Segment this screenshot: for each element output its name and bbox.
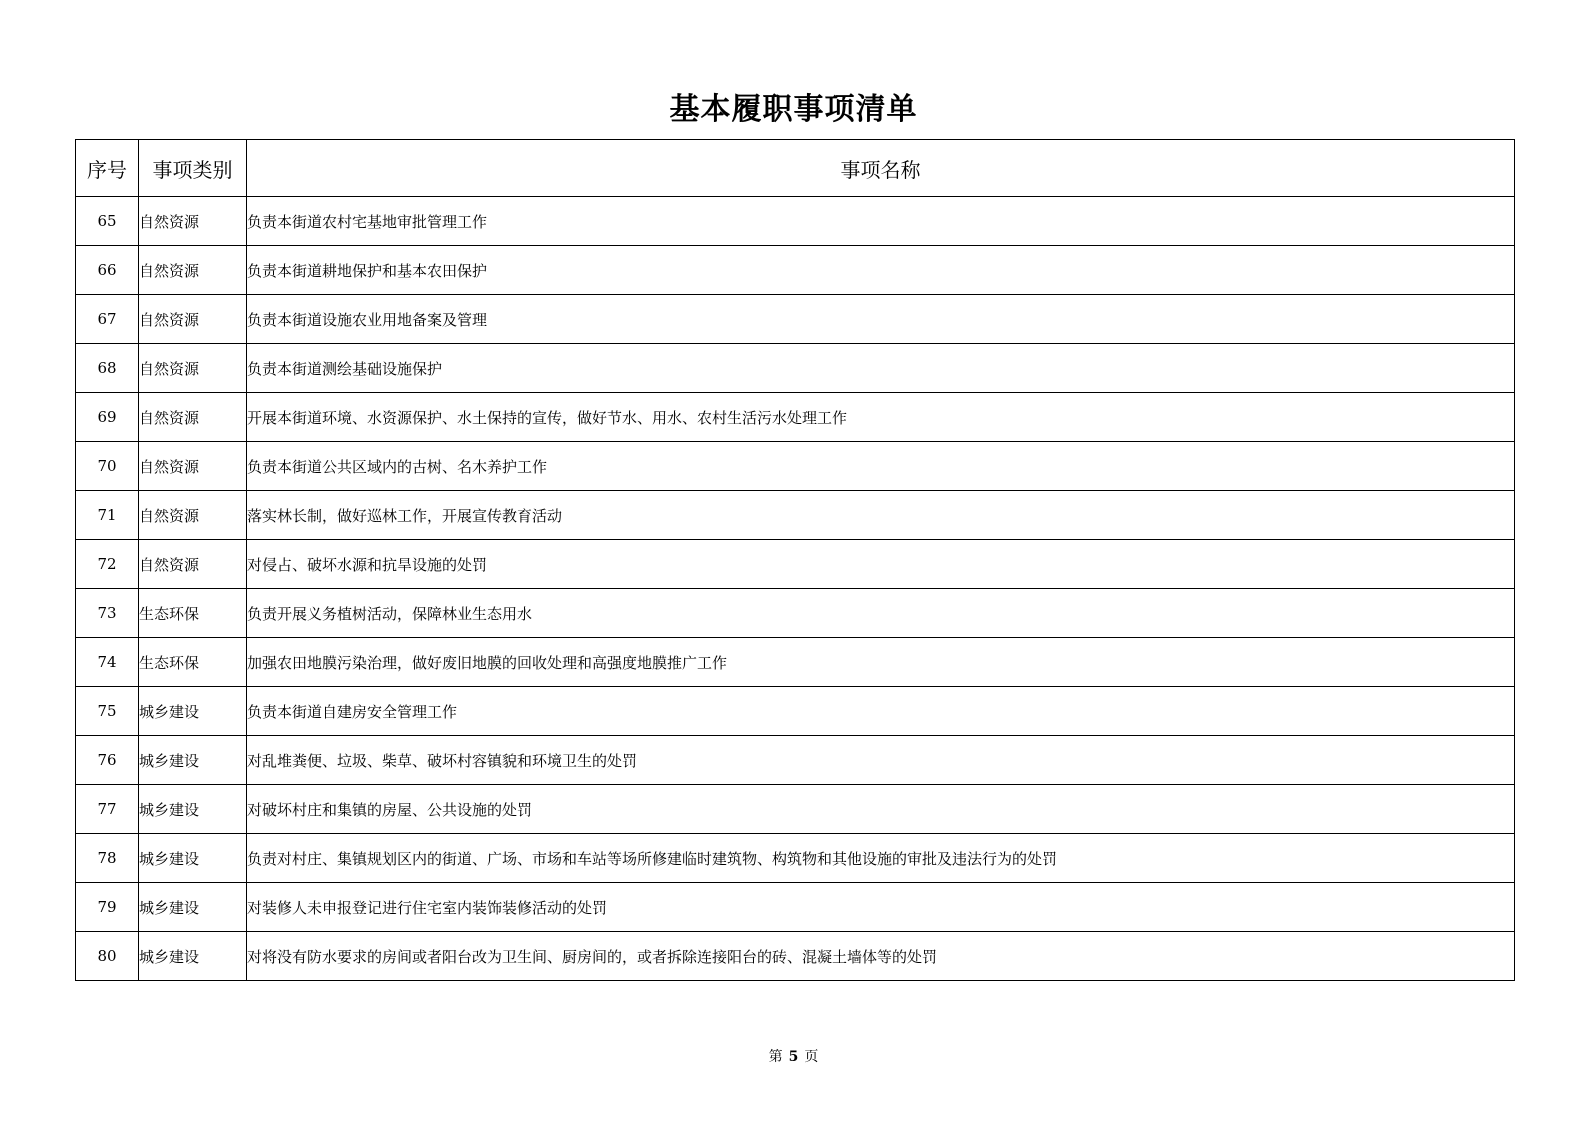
table-row <box>76 442 1515 491</box>
row-category: 城乡建设 <box>139 687 247 736</box>
row-item-name: 对装修人未申报登记进行住宅室内装饰装修活动的处罚 <box>247 883 1515 932</box>
row-number: 77 <box>76 785 139 834</box>
row-item-name: 负责开展义务植树活动，保障林业生态用水 <box>247 589 1515 638</box>
row-category: 生态环保 <box>139 638 247 687</box>
table-body <box>76 197 1515 981</box>
row-item-name: 对将没有防水要求的房间或者阳台改为卫生间、厨房间的，或者拆除连接阳台的砖、混凝土墙体等的处罚 <box>247 932 1515 981</box>
table-row <box>76 589 1515 638</box>
row-category: 自然资源 <box>139 393 247 442</box>
header-category: 事项类别 <box>139 140 247 197</box>
row-item-name: 负责本街道公共区域内的古树、名木养护工作 <box>247 442 1515 491</box>
row-category: 自然资源 <box>139 344 247 393</box>
row-item-name: 负责本街道设施农业用地备案及管理 <box>247 295 1515 344</box>
table-row <box>76 785 1515 834</box>
row-item-name: 开展本街道环境、水资源保护、水土保持的宣传，做好节水、用水、农村生活污水处理工作 <box>247 393 1515 442</box>
page-footer <box>0 1046 1587 1066</box>
row-item-name: 对破坏村庄和集镇的房屋、公共设施的处罚 <box>247 785 1515 834</box>
row-item-name: 加强农田地膜污染治理，做好废旧地膜的回收处理和高强度地膜推广工作 <box>247 638 1515 687</box>
row-item-name: 负责本街道测绘基础设施保护 <box>247 344 1515 393</box>
footer-suffix: 页 <box>804 1049 819 1065</box>
row-number: 69 <box>76 393 139 442</box>
table-row <box>76 344 1515 393</box>
table-row <box>76 197 1515 246</box>
row-number: 80 <box>76 932 139 981</box>
row-number: 78 <box>76 834 139 883</box>
row-item-name: 负责对村庄、集镇规划区内的街道、广场、市场和车站等场所修建临时建筑物、构筑物和其他设施的审批及违法行为的处罚 <box>247 834 1515 883</box>
table-row <box>76 246 1515 295</box>
row-number: 68 <box>76 344 139 393</box>
row-number: 67 <box>76 295 139 344</box>
row-category: 自然资源 <box>139 246 247 295</box>
table-row <box>76 687 1515 736</box>
row-number: 74 <box>76 638 139 687</box>
row-number: 76 <box>76 736 139 785</box>
row-category: 城乡建设 <box>139 883 247 932</box>
table-row <box>76 834 1515 883</box>
row-category: 自然资源 <box>139 540 247 589</box>
row-category: 自然资源 <box>139 491 247 540</box>
table-row <box>76 883 1515 932</box>
table-row <box>76 638 1515 687</box>
table-row <box>76 295 1515 344</box>
row-category: 自然资源 <box>139 295 247 344</box>
row-number: 72 <box>76 540 139 589</box>
table-row <box>76 932 1515 981</box>
header-name: 事项名称 <box>247 140 1515 197</box>
row-number: 70 <box>76 442 139 491</box>
row-number: 71 <box>76 491 139 540</box>
row-category: 自然资源 <box>139 442 247 491</box>
table-header-row <box>76 140 1515 197</box>
row-item-name: 落实林长制，做好巡林工作，开展宣传教育活动 <box>247 491 1515 540</box>
row-item-name: 负责本街道自建房安全管理工作 <box>247 687 1515 736</box>
table-row <box>76 491 1515 540</box>
table-row <box>76 540 1515 589</box>
row-category: 城乡建设 <box>139 932 247 981</box>
row-category: 生态环保 <box>139 589 247 638</box>
row-item-name: 对乱堆粪便、垃圾、柴草、破坏村容镇貌和环境卫生的处罚 <box>247 736 1515 785</box>
header-no: 序号 <box>76 140 139 197</box>
page-number: 5 <box>788 1049 799 1065</box>
table-row <box>76 736 1515 785</box>
row-category: 城乡建设 <box>139 736 247 785</box>
row-item-name: 对侵占、破坏水源和抗旱设施的处罚 <box>247 540 1515 589</box>
page-title: 基本履职事项清单 <box>669 92 918 127</box>
row-number: 75 <box>76 687 139 736</box>
row-category: 城乡建设 <box>139 785 247 834</box>
row-item-name: 负责本街道农村宅基地审批管理工作 <box>247 197 1515 246</box>
row-number: 65 <box>76 197 139 246</box>
row-number: 73 <box>76 589 139 638</box>
footer-prefix: 第 <box>768 1049 783 1065</box>
items-table <box>75 139 1515 981</box>
table-row <box>76 393 1515 442</box>
row-item-name: 负责本街道耕地保护和基本农田保护 <box>247 246 1515 295</box>
row-category: 自然资源 <box>139 197 247 246</box>
row-category: 城乡建设 <box>139 834 247 883</box>
row-number: 66 <box>76 246 139 295</box>
row-number: 79 <box>76 883 139 932</box>
